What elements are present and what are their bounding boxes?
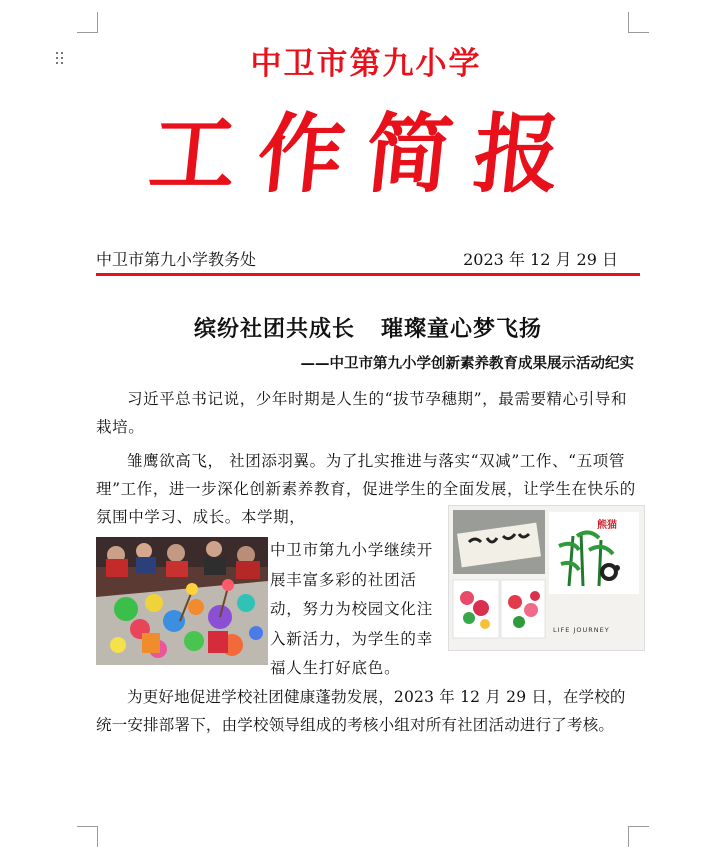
painting-label: 熊猫 — [597, 520, 617, 531]
paragraph-2-continued: 中卫市第九小学继续开展丰富多彩的社团活动，努力为校园文化注入新活力，为学生的幸福人生打好底色。 — [270, 541, 434, 677]
page-corner-mark — [628, 12, 649, 33]
article-title-part2: 璀璨童心梦飞扬 — [381, 317, 543, 342]
bulletin-title: 工作简报 — [144, 104, 588, 205]
article-title — [96, 312, 640, 343]
header-divider — [96, 273, 640, 276]
page-corner-mark — [77, 12, 98, 33]
article-subtitle: ——中卫市第九小学创新素养教育成果展示活动纪实 — [300, 356, 634, 372]
bulletin-header-row — [96, 247, 640, 271]
article-title-part1: 缤纷社团共成长 — [193, 317, 355, 342]
paragraph-2: 雏鹰欲高飞， 社团添羽翼。为了扎实推进与落实“双减”工作、“五项管理”工作，进一步深化创新素养教育，促进学生的全面发展，让学生在快乐的氛围中学习、成长。本学期， — [96, 452, 636, 526]
issue-date: 2023 年 12 月 29 日 — [463, 250, 618, 269]
paragraph-1: 习近平总书记说，少年时期是人生的“拔节孕穗期”，最需要精心引导和栽培。 — [96, 390, 628, 436]
life-journey-text: LIFE JOURNEY — [553, 626, 610, 634]
artwork-photo-image — [449, 506, 644, 650]
artwork-photo[interactable] — [448, 505, 645, 651]
school-name: 中卫市第九小学 — [250, 46, 482, 82]
page-corner-mark — [77, 826, 98, 847]
handicraft-photo[interactable] — [96, 537, 268, 665]
drag-handle-icon[interactable] — [56, 52, 66, 68]
department-label: 中卫市第九小学教务处 — [96, 250, 257, 269]
page-corner-mark — [628, 826, 649, 847]
paragraph-3: 为更好地促进学校社团健康蓬勃发展，2023 年 12 月 29 日，在学校的统一安排部署下，由学校领导组成的考核小组对所有社团活动进行了考核。 — [96, 688, 626, 734]
handicraft-photo-image — [96, 537, 268, 665]
